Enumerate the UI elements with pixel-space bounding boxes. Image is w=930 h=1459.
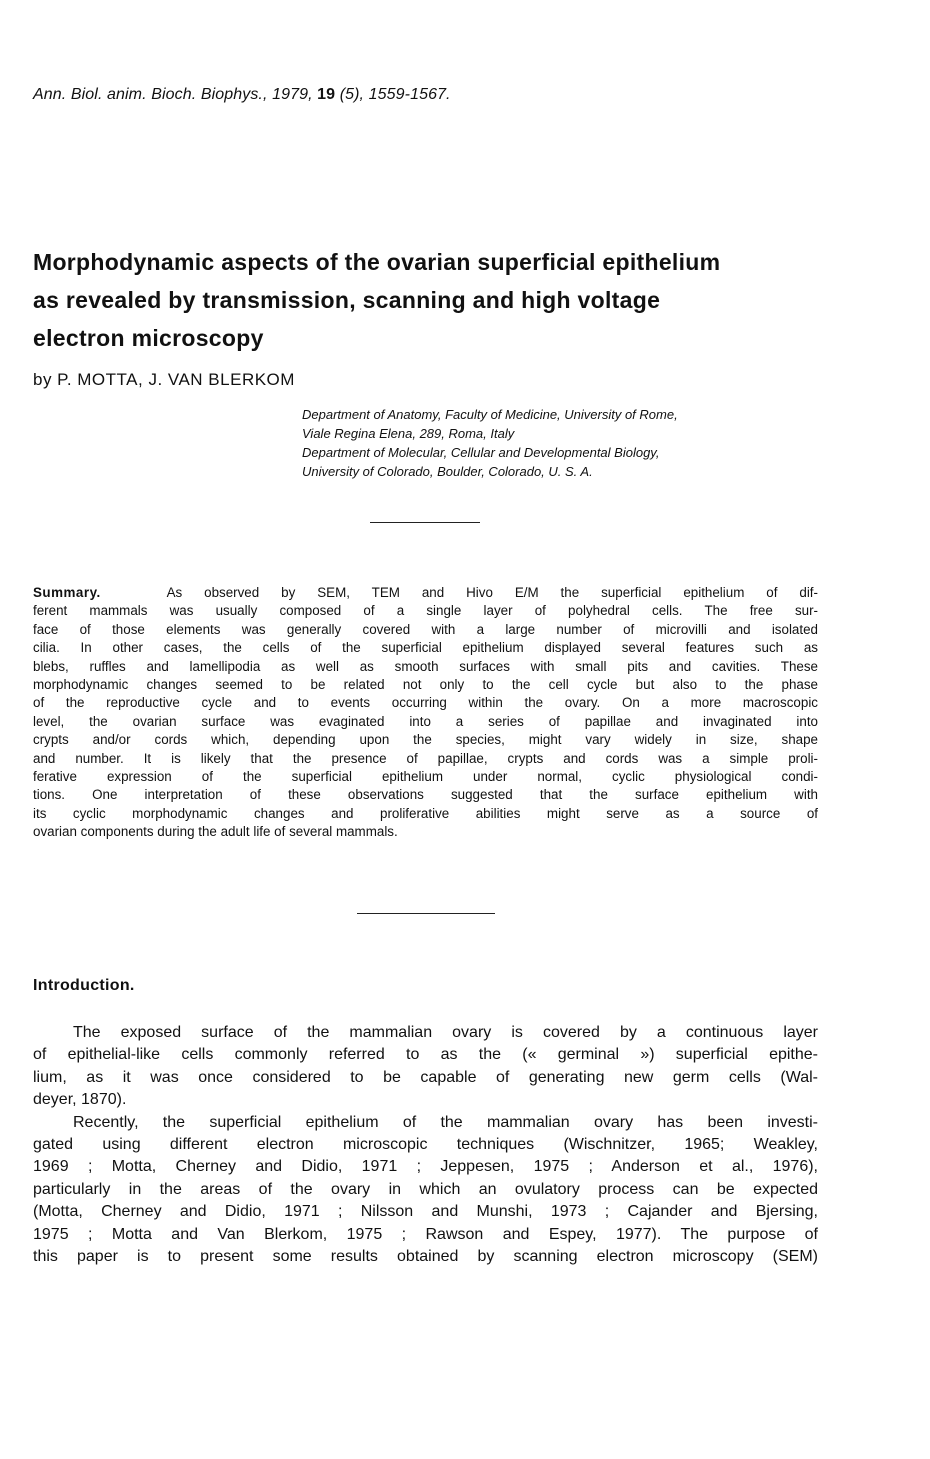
summary-line: cilia. In other cases, the cells of the superficial epithelium displayed several features such as <box>33 640 818 656</box>
body-line: of epithelial-like cells commonly referred to as the (« germinal ») superficial epithe- <box>33 1046 818 1064</box>
body-line: 1975 ; Motta and Van Blerkom, 1975 ; Rawson and Espey, 1977). The purpose of <box>33 1225 818 1243</box>
title-line: as revealed by transmission, scanning and high voltage <box>33 287 661 313</box>
summary-abstract <box>33 584 818 842</box>
affiliation-line: Department of Molecular, Cellular and Developmental Biology, <box>302 445 660 460</box>
summary-first-line: As observed by SEM, TEM and Hivo E/M the superficial epithelium of dif- <box>166 585 818 600</box>
body-line: (Motta, Cherney and Didio, 1971 ; Nilsson and Munshi, 1973 ; Cajander and Bjersing, <box>33 1203 818 1221</box>
author-line: by P. MOTTA, J. VAN BLERKOM <box>33 370 295 389</box>
affiliation-line: Department of Anatomy, Faculty of Medicine, University of Rome, <box>302 407 678 422</box>
citation-journal: Ann. Biol. anim. Bioch. Biophys., 1979, <box>33 86 318 103</box>
body-line: 1969 ; Motta, Cherney and Didio, 1971 ; Jeppesen, 1975 ; Anderson et al., 1976), <box>33 1158 818 1176</box>
citation-volume: 19 <box>317 86 336 103</box>
summary-line: and number. It is likely that the presence of papillae, crypts and cords was a simple proli- <box>33 750 818 766</box>
affiliation-line: Viale Regina Elena, 289, Roma, Italy <box>302 426 515 441</box>
summary-line: its cyclic morphodynamic changes and proliferative abilities might serve as a source of <box>33 805 818 821</box>
section-divider <box>357 913 495 914</box>
introduction-heading: Introduction. <box>33 977 135 994</box>
title-line: Morphodynamic aspects of the ovarian superficial epithelium <box>33 249 721 275</box>
introduction-body <box>33 1022 818 1268</box>
summary-line: morphodynamic changes seemed to be related not only to the cell cycle but also to the phase <box>33 677 818 693</box>
summary-line: ferative expression of the superficial epithelium under normal, cyclic physiological condi- <box>33 769 818 785</box>
summary-line: face of those elements was generally covered with a large number of microvilli and isolated <box>33 621 818 637</box>
summary-line <box>33 584 818 602</box>
title-line: electron microscopy <box>33 325 264 351</box>
body-line: this paper is to present some results obtained by scanning electron microscopy (SEM) <box>33 1248 818 1266</box>
summary-line: blebs, ruffles and lamellipodia as well as smooth surfaces with small pits and cavities. These <box>33 658 818 674</box>
journal-citation <box>33 86 451 104</box>
summary-line: ferent mammals was usually composed of a single layer of polyhedral cells. The free sur- <box>33 603 818 619</box>
summary-line: level, the ovarian surface was evaginated into a series of papillae and invaginated into <box>33 713 818 729</box>
body-line: deyer, 1870). <box>33 1091 127 1109</box>
summary-line: of the reproductive cycle and to events occurring within the ovary. On a more macroscopic <box>33 695 818 711</box>
summary-label: Summary. <box>33 585 101 600</box>
body-line: lium, as it was once considered to be capable of generating new germ cells (Wal- <box>33 1068 818 1086</box>
summary-line: ovarian components during the adult life of several mammals. <box>33 824 398 840</box>
body-line: Recently, the superficial epithelium of the mammalian ovary has been investi- <box>73 1113 818 1131</box>
affiliations <box>302 405 862 481</box>
summary-line: crypts and/or cords which, depending upon the species, might vary widely in size, shape <box>33 732 818 748</box>
section-divider <box>370 522 480 523</box>
body-line: gated using different electron microscopic techniques (Wischnitzer, 1965; Weakley, <box>33 1136 818 1154</box>
body-line: particularly in the areas of the ovary in which an ovulatory process can be expected <box>33 1180 818 1198</box>
summary-line: tions. One interpretation of these observations suggested that the surface epithelium with <box>33 787 818 803</box>
citation-pages: (5), 1559-1567. <box>335 86 451 103</box>
article-title <box>33 243 853 357</box>
affiliation-line: University of Colorado, Boulder, Colorado, U. S. A. <box>302 464 593 479</box>
body-line: The exposed surface of the mammalian ovary is covered by a continuous layer <box>73 1024 818 1041</box>
